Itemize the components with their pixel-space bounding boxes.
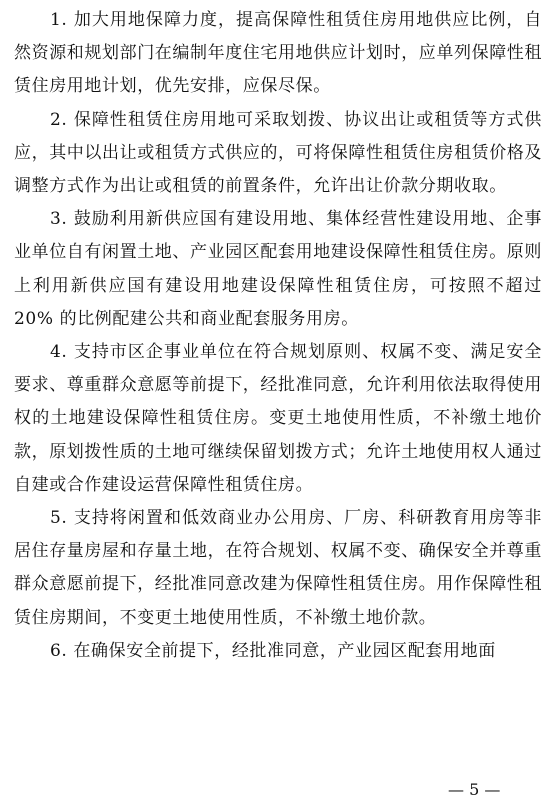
- paragraph-4: 4. 支持市区企事业单位在符合规划原则、权属不变、满足安全要求、尊重群众意愿等前提下，经批准同意，允许利用依法取得使用权的土地建设保障性租赁住房。变更土地使用性质，不补缴土地价款，原划拨性质的土地可继续保留划拨方式；允许土地使用权人通过自建或合作建设运营保障性租赁住房。: [14, 342, 542, 495]
- paragraph-2: 2. 保障性租赁住房用地可采取划拨、协议出让或租赁等方式供应，其中以出让或租赁方式供应的，可将保障性租赁住房租赁价格及调整方式作为出让或租赁的前置条件，允许出让价款分期收取。: [14, 109, 542, 197]
- document-page: [14, 4, 542, 668]
- page-number: — 5 —: [448, 780, 501, 799]
- paragraph-6: 6. 在确保安全前提下，经批准同意，产业园区配套用地面: [50, 640, 496, 661]
- paragraph-5: 5. 支持将闲置和低效商业办公用房、厂房、科研教育用房等非居住存量房屋和存量土地，在符合规划、权属不变、确保安全并尊重群众意愿前提下，经批准同意改建为保障性租赁住房。用作保障性租赁住房期间，不变更土地使用性质，不补缴土地价款。: [14, 508, 542, 628]
- paragraph-1: 1. 加大用地保障力度，提高保障性租赁住房用地供应比例，自然资源和规划部门在编制年度住宅用地供应计划时，应单列保障性租赁住房用地计划，优先安排，应保尽保。: [14, 10, 542, 97]
- paragraph-3: 3. 鼓励利用新供应国有建设用地、集体经营性建设用地、企事业单位自有闲置土地、产业园区配套用地建设保障性租赁住房。原则上利用新供应国有建设用地建设保障性租赁住房，可按照不超过 20% 的比例配建公共和商业配套服务用房。: [14, 209, 542, 329]
